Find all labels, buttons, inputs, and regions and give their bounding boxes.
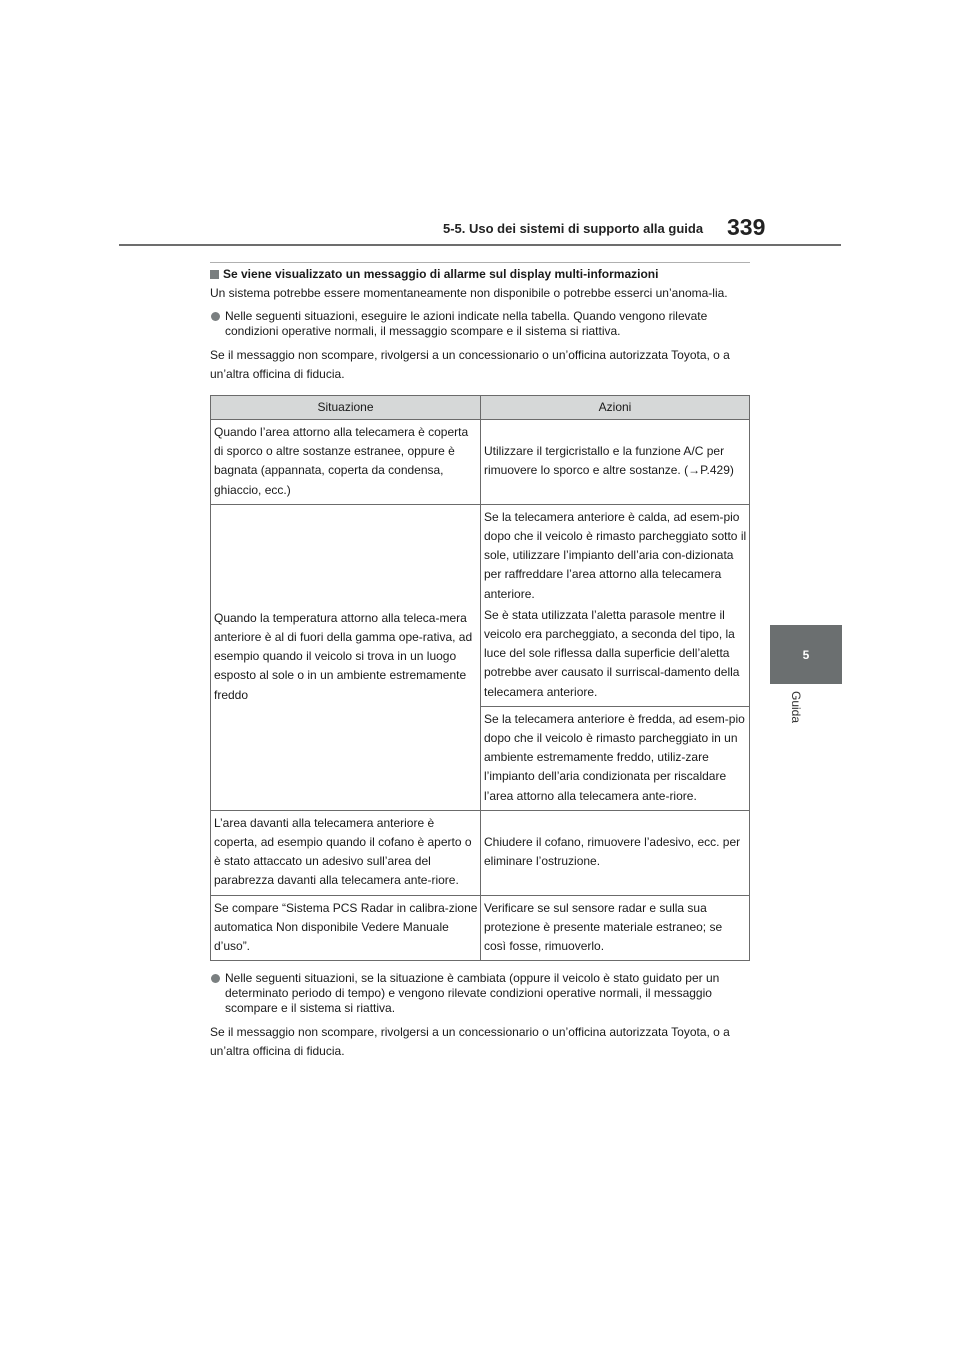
dealer-note: Se il messaggio non scompare, rivolgersi a un concessionario o un’officina autorizzata Toyota, o a un’altra officina di fiducia. — [210, 1025, 730, 1059]
action-paragraph: Se è stata utilizzata l’aletta parasole mentre il veicolo era parcheggiato, a seconda del tipo, la luce del sole riflessa dalla superficie dell’aletta potrebbe aver causato il surriscal-damento della telecamera anteriore. — [484, 607, 740, 699]
situation-cell: Se compare “Sistema PCS Radar in calibra-zione automatica Non disponibile Vedere Manuale d’uso”. — [211, 895, 481, 961]
action-paragraph: Se la telecamera anteriore è calda, ad esem-pio dopo che il veicolo è rimasto parcheggiato sotto il sole, utilizzare l’impianto dell’aria con-dizionata per raffreddare l’area attorno alla telecamera anteriore. — [484, 509, 747, 601]
chapter-number: 5 — [802, 647, 810, 662]
table-row — [211, 420, 750, 505]
situation-cell: L’area davanti alla telecamera anteriore è coperta, ad esempio quando il cofano è aperto o è stato attaccato un adesivo sull’area del parabrezza davanti alla telecamera ante-riore. — [211, 810, 481, 895]
heading-text: Se viene visualizzato un messaggio di allarme sul display multi-informazioni — [223, 267, 659, 281]
table-row — [211, 810, 750, 895]
chapter-tab — [770, 625, 842, 684]
page-content — [210, 262, 750, 1067]
list-item-text: Nelle seguenti situazioni, se la situazione è cambiata (oppure il veicolo è stato guidato per un determinato periodo di tempo) e vengono rilevate condizioni operative normali, il messaggio scompare e il sistema si riattiva. — [225, 971, 720, 1016]
round-bullet-icon — [211, 974, 220, 983]
action-cell — [481, 504, 750, 706]
list-item — [210, 971, 750, 1016]
action-cell: Se la telecamera anteriore è fredda, ad esem-pio dopo che il veicolo è rimasto parcheggiato in un ambiente estremamente freddo, utiliz-zare l’impianto dell’aria condizionata per riscaldare l’area attorno alla telecamera ante-riore. — [481, 706, 750, 810]
column-header-actions: Azioni — [481, 396, 750, 420]
table-row — [211, 504, 750, 706]
column-header-situation: Situazione — [211, 396, 481, 420]
dealer-note: Se il messaggio non scompare, rivolgersi a un concessionario o un’officina autorizzata Toyota, o a un’altra officina di fiducia. — [210, 348, 730, 381]
section-title: 5-5. Uso dei sistemi di supporto alla guida — [443, 221, 704, 236]
troubleshooting-table — [210, 395, 750, 961]
header-divider — [119, 244, 841, 246]
intro-paragraph: Un sistema potrebbe essere momentaneamente non disponibile o potrebbe esserci un’anoma-lia. — [210, 286, 728, 300]
list-item-text: Nelle seguenti situazioni, eseguire le azioni indicate nella tabella. Quando vengono rilevate condizioni operative normali, il messaggio scompare e il sistema si riattiva. — [225, 309, 708, 338]
warning-heading — [210, 267, 750, 282]
round-bullet-icon — [211, 312, 220, 321]
table-row — [211, 895, 750, 961]
situation-cell: Quando la temperatura attorno alla teleca-mera anteriore è al di fuori della gamma ope-rativa, ad esempio quando il veicolo si trova in un luogo esposto al sole o in un ambiente estremamente freddo — [211, 504, 481, 810]
page-number: 339 — [727, 214, 766, 240]
square-bullet-icon — [210, 270, 219, 279]
chapter-label: Guida — [789, 691, 803, 724]
situation-cell: Quando l’area attorno alla telecamera è coperta di sporco o altre sostanze estranee, oppure è bagnata (appannata, coperta da condensa, ghiaccio, ecc.) — [211, 420, 481, 505]
list-item — [210, 309, 750, 339]
action-cell: Chiudere il cofano, rimuovere l’adesivo, ecc. per eliminare l’ostruzione. — [481, 810, 750, 895]
action-cell: Verificare se sul sensore radar e sulla sua protezione è presente materiale estraneo; se così fosse, rimuoverlo. — [481, 895, 750, 961]
action-cell: Utilizzare il tergicristallo e la funzione A/C per rimuovere lo sporco e altre sostanze. (→P.429) — [481, 420, 750, 505]
table-header-row — [211, 396, 750, 420]
section-divider — [210, 262, 750, 263]
